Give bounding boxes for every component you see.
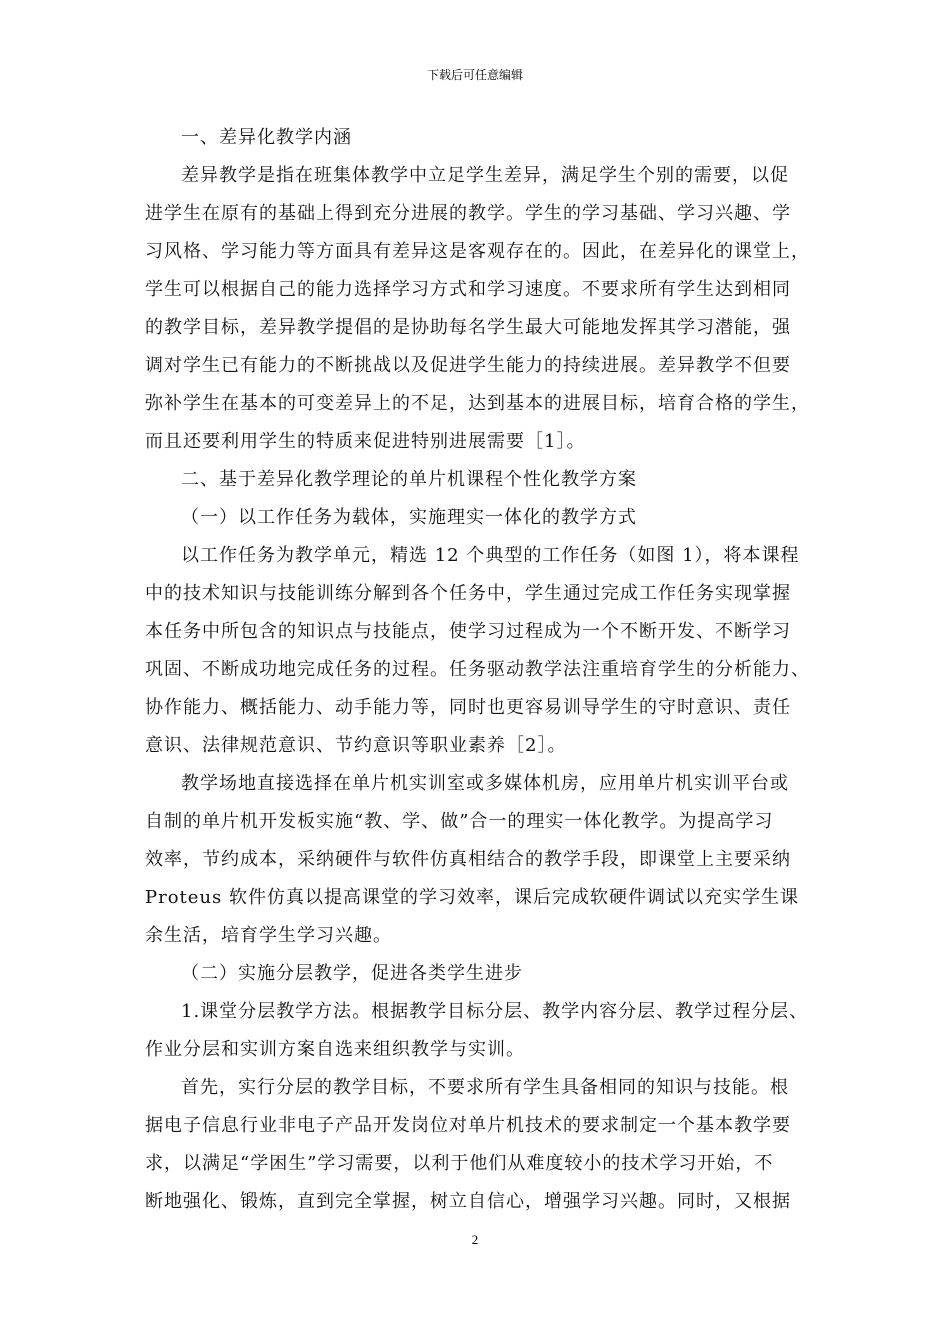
page-number: 2 bbox=[471, 1232, 479, 1247]
paragraph-line: 据电子信息行业非电子产品开发岗位对单片机技术的要求制定一个基本教学要 bbox=[145, 1115, 791, 1136]
paragraph-line: 学生可以根据自己的能力选择学习方式和学习速度。不要求所有学生达到相同 bbox=[145, 279, 791, 300]
paragraph-line: 教学场地直接选择在单片机实训室或多媒体机房，应用单片机实训平台或 bbox=[181, 773, 789, 794]
paragraph-line: 巩固、不断成功地完成任务的过程。任务驱动教学法注重培育学生的分析能力、 bbox=[145, 659, 810, 680]
paragraph-line: 协作能力、概括能力、动手能力等，同时也更容易训导学生的守时意识、责任 bbox=[145, 697, 791, 718]
paragraph-line: 调对学生已有能力的不断挑战以及促进学生能力的持续进展。差异教学不但要 bbox=[145, 355, 791, 376]
paragraph-line: 进学生在原有的基础上得到充分进展的教学。学生的学习基础、学习兴趣、学 bbox=[145, 203, 791, 224]
paragraph-line: 以工作任务为教学单元，精选 12 个典型的工作任务（如图 1），将本课程 bbox=[181, 545, 800, 566]
subsection-heading: （一）以工作任务为载体，实施理实一体化的教学方式 bbox=[181, 507, 637, 528]
paragraph-line: 求，以满足“学困生”学习需要，以利于他们从难度较小的技术学习开始，不 bbox=[145, 1153, 774, 1174]
page-header: 下载后可任意编辑 bbox=[426, 68, 523, 82]
paragraph-line: 差异教学是指在班集体教学中立足学生差异，满足学生个别的需要，以促 bbox=[181, 165, 789, 186]
subsection-heading: （二）实施分层教学，促进各类学生进步 bbox=[181, 963, 523, 984]
paragraph-line: 弥补学生在基本的可变差异上的不足，达到基本的进展目标，培育合格的学生， bbox=[145, 393, 810, 414]
section-heading: 一、差异化教学内涵 bbox=[181, 127, 352, 148]
paragraph-line: 作业分层和实训方案自选来组织教学与实训。 bbox=[145, 1039, 525, 1060]
paragraph-line: 而且还要利用学生的特质来促进特别进展需要［1］。 bbox=[145, 431, 586, 452]
paragraph-line: 1.课堂分层教学方法。根据教学目标分层、教学内容分层、教学过程分层、 bbox=[181, 1001, 809, 1022]
paragraph-line: 本任务中所包含的知识点与技能点，使学习过程成为一个不断开发、不断学习 bbox=[145, 621, 791, 642]
paragraph-line: 自制的单片机开发板实施“教、学、做”合一的理实一体化教学。为提高学习 bbox=[145, 811, 774, 832]
paragraph-line: 首先，实行分层的教学目标，不要求所有学生具备相同的知识与技能。根 bbox=[181, 1077, 789, 1098]
paragraph-line: Proteus 软件仿真以提高课堂的学习效率，课后完成软硬件调试以充实学生课 bbox=[145, 887, 799, 908]
paragraph-line: 中的技术知识与技能训练分解到各个任务中，学生通过完成工作任务实现掌握 bbox=[145, 583, 791, 604]
paragraph-line: 意识、法律规范意识、节约意识等职业素养［2］。 bbox=[145, 735, 567, 756]
paragraph-line: 余生活，培育学生学习兴趣。 bbox=[145, 925, 392, 946]
paragraph-line: 效率，节约成本，采纳硬件与软件仿真相结合的教学手段，即课堂上主要采纳 bbox=[145, 849, 791, 870]
paragraph-line: 的教学目标，差异教学提倡的是协助每名学生最大可能地发挥其学习潜能，强 bbox=[145, 317, 791, 338]
paragraph-line: 断地强化、锻炼，直到完全掌握，树立自信心，增强学习兴趣。同时，又根据 bbox=[145, 1191, 791, 1212]
section-heading: 二、基于差异化教学理论的单片机课程个性化教学方案 bbox=[181, 469, 637, 490]
paragraph-line: 习风格、学习能力等方面具有差异这是客观存在的。因此，在差异化的课堂上， bbox=[145, 241, 810, 262]
